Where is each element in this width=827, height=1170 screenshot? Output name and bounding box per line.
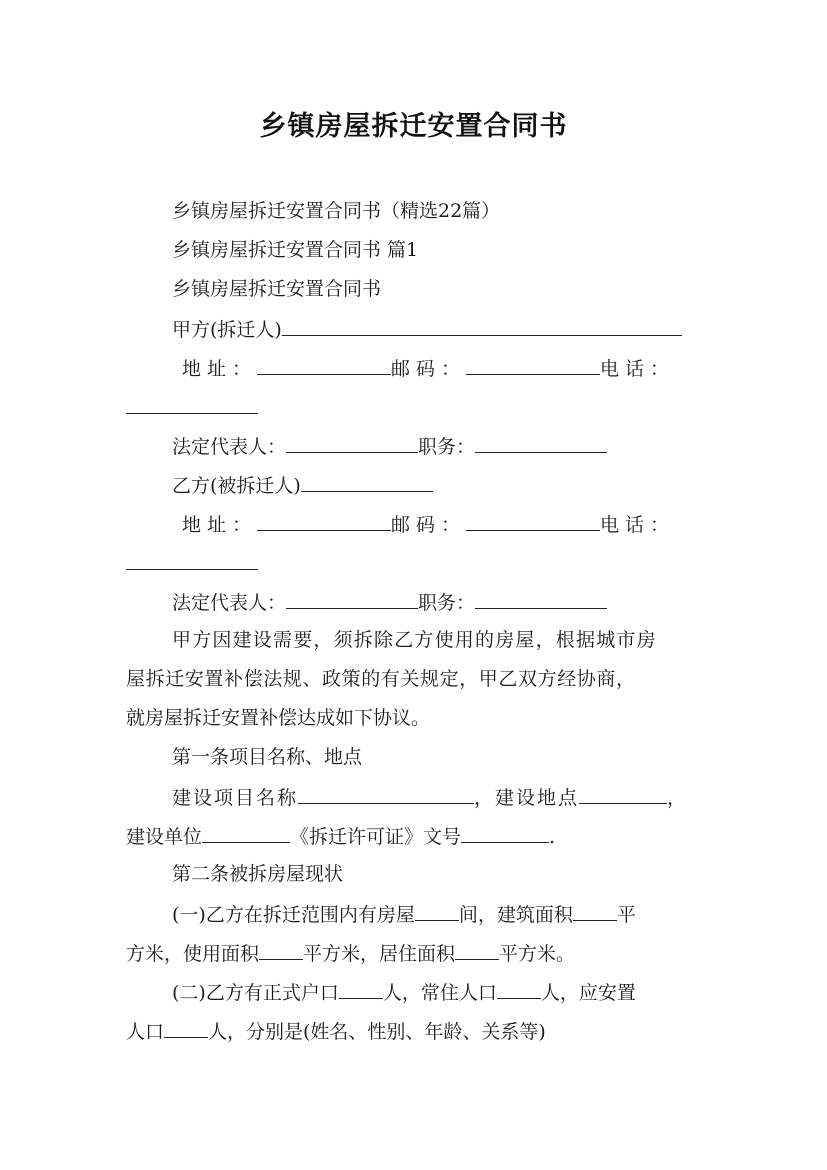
party-a-address-line <box>182 354 675 382</box>
party-b-rep-line <box>172 588 607 616</box>
project-name-label: 建设项目名称 <box>172 787 299 809</box>
party-a-label: 甲方(拆迁人) <box>172 319 282 341</box>
party-b-line <box>172 471 433 499</box>
usable-area-blank[interactable] <box>259 939 303 960</box>
unit-blank[interactable] <box>202 822 290 843</box>
party-b-tel-line <box>126 549 258 577</box>
clause-text: 方米，使用面积 <box>126 943 260 965</box>
post-label: 职务： <box>418 436 476 458</box>
section-heading: 乡镇房屋拆迁安置合同书 篇1 <box>172 239 419 261</box>
party-b-address-line <box>182 510 675 538</box>
rep-label: 法定代表人： <box>172 436 287 458</box>
clause-text: 人，分别是(姓名、性别、年龄、关系等) <box>208 1021 546 1043</box>
period-text: . <box>549 826 556 848</box>
clause-line <box>126 1017 546 1045</box>
address-blank[interactable] <box>257 510 391 531</box>
tel-blank[interactable] <box>126 549 258 570</box>
document-title: 乡镇房屋拆迁安置合同书 <box>259 111 568 142</box>
tel-blank[interactable] <box>126 393 258 414</box>
resettle-blank[interactable] <box>164 1017 208 1038</box>
clause-line <box>126 939 575 967</box>
clause-text: 平 <box>616 904 636 926</box>
zip-blank[interactable] <box>466 510 600 531</box>
zip-label: 邮码： <box>391 358 467 380</box>
project-name-blank[interactable] <box>298 783 474 804</box>
article-heading: 第二条被拆房屋现状 <box>172 863 344 885</box>
paragraph-line: 甲方因建设需要，须拆除乙方使用的房屋，根据城市房 <box>172 629 657 651</box>
clause-line <box>172 978 636 1006</box>
party-a-rep-line <box>172 432 607 460</box>
clause-text: 平方米，居住面积 <box>303 943 456 965</box>
clause-text: 人口 <box>126 1021 165 1043</box>
address-blank[interactable] <box>257 354 391 375</box>
project-site-blank[interactable] <box>579 783 667 804</box>
subtitle-line: 乡镇房屋拆迁安置合同书（精选22篇） <box>172 200 501 222</box>
permit-label: 《拆迁许可证》文号 <box>290 826 462 848</box>
paragraph-line: 屋拆迁安置补偿法规、政策的有关规定，甲乙双方经协商， <box>126 668 636 690</box>
party-a-tel-line <box>126 393 258 421</box>
contract-heading: 乡镇房屋拆迁安置合同书 <box>172 278 382 300</box>
rooms-blank[interactable] <box>415 900 459 921</box>
post-blank[interactable] <box>475 432 607 453</box>
article-heading: 第一条项目名称、地点 <box>172 746 363 768</box>
clause-text: (二)乙方有正式户口 <box>172 982 339 1004</box>
clause-text: 间，建筑面积 <box>458 904 573 926</box>
tel-label: 电话： <box>600 514 676 536</box>
post-blank[interactable] <box>475 588 607 609</box>
address-label: 地址： <box>182 358 258 380</box>
clause-text: (一)乙方在拆迁范围内有房屋 <box>172 904 415 926</box>
party-b-blank[interactable] <box>301 471 433 492</box>
tel-label: 电话： <box>600 358 676 380</box>
rep-blank[interactable] <box>286 432 418 453</box>
project-site-label: ，建设地点 <box>474 787 580 809</box>
zip-blank[interactable] <box>466 354 600 375</box>
post-label: 职务： <box>418 592 476 614</box>
rep-blank[interactable] <box>286 588 418 609</box>
clause-text: 人，应安置 <box>540 982 636 1004</box>
party-a-line <box>172 315 682 343</box>
unit-label: 建设单位 <box>126 826 203 848</box>
resident-blank[interactable] <box>497 978 541 999</box>
comma-text: ， <box>667 787 687 809</box>
rep-label: 法定代表人： <box>172 592 287 614</box>
building-area-blank[interactable] <box>573 900 617 921</box>
party-a-blank[interactable] <box>282 315 682 336</box>
unit-line <box>126 822 555 850</box>
zip-label: 邮码： <box>391 514 467 536</box>
clause-line <box>172 900 636 928</box>
address-label: 地址： <box>182 514 258 536</box>
project-line <box>172 783 686 811</box>
registered-blank[interactable] <box>339 978 383 999</box>
party-b-label: 乙方(被拆迁人) <box>172 475 301 497</box>
paragraph-line: 就房屋拆迁安置补偿达成如下协议。 <box>126 707 431 729</box>
permit-blank[interactable] <box>461 822 549 843</box>
living-area-blank[interactable] <box>455 939 499 960</box>
clause-text: 平方米。 <box>499 943 576 965</box>
clause-text: 人，常住人口 <box>382 982 497 1004</box>
